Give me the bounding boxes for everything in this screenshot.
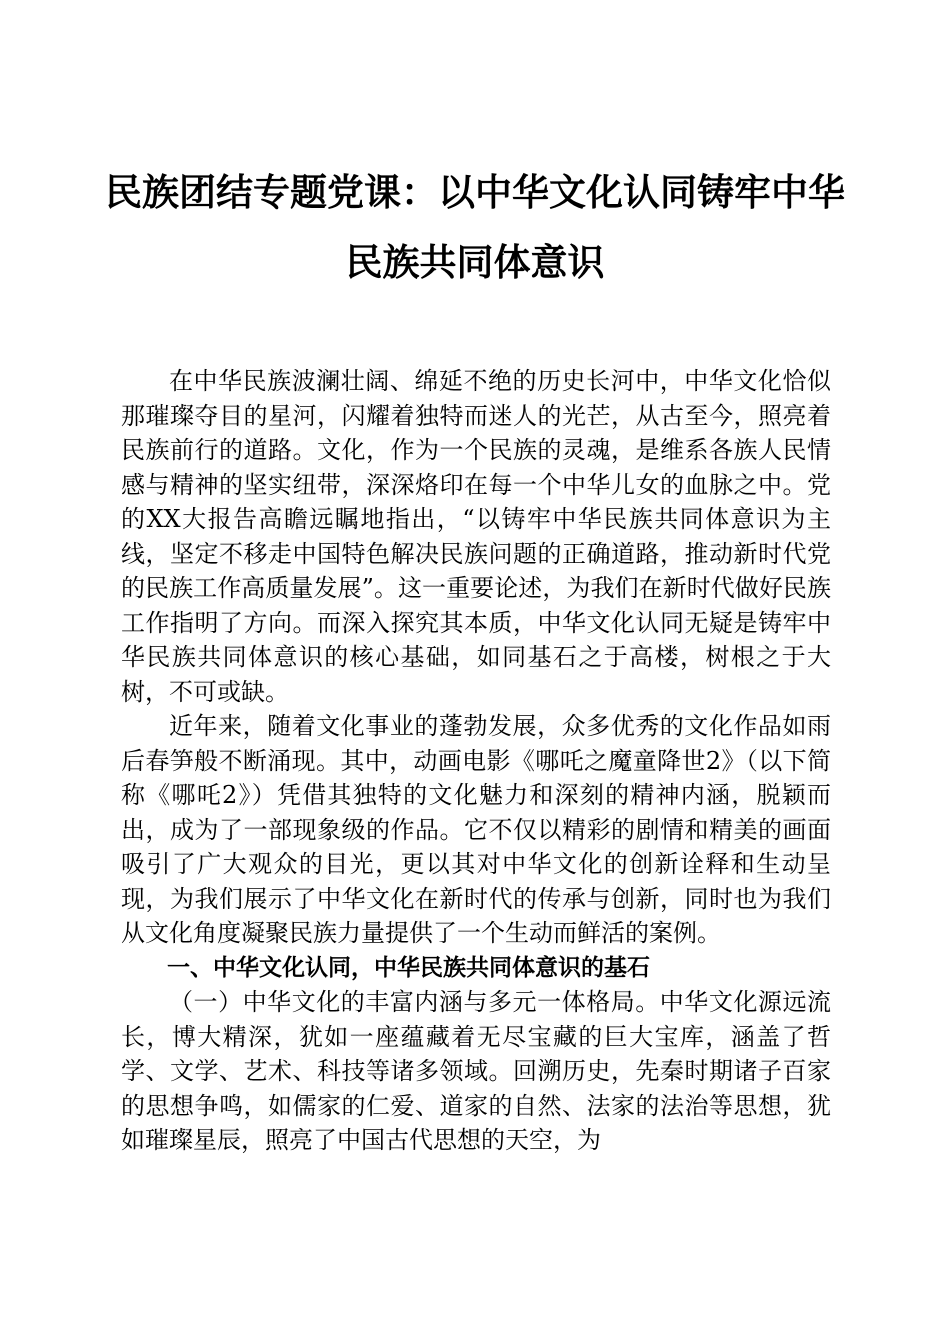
section-heading: 一、中华文化认同，中华民族共同体意识的基石 [167,954,650,981]
document-title-line-2: 民族共同体意识 [345,240,605,284]
subsection-paragraph: （一）中华文化的丰富内涵与多元一体格局。中华文化源远流长，博大精深，犹如一座蕴藏着无尽宝藏的巨大宝库，涵盖了哲学、文学、艺术、科技等诸多领域。回溯历史，先秦时期诸子百家的思想争鸣，如儒家的仁爱、道家的自然、法家的法治等思想，犹如璀璨星辰，照亮了中国古代思想的天空，为 [121,988,831,1154]
intro-paragraph: 在中华民族波澜壮阔、绵延不绝的历史长河中，中华文化恰似那璀璨夺目的星河，闪耀着独特而迷人的光芒，从古至今，照亮着民族前行的道路。文化，作为一个民族的灵魂，是维系各族人民情感与精神的坚实纽带，深深烙印在每一个中华儿女的血脉之中。党的XX大报告高瞻远瞩地指出，“以铸牢中华民族共同体意识为主线，坚定不移走中国特色解决民族问题的正确道路，推动新时代党的民族工作高质量发展”。这一重要论述，为我们在新时代做好民族工作指明了方向。而深入探究其本质，中华文化认同无疑是铸牢中华民族共同体意识的核心基础，如同基石之于高楼，树根之于大树，不可或缺。 [121,367,831,706]
nezha-paragraph: 近年来，随着文化事业的蓬勃发展，众多优秀的文化作品如雨后春笋般不断涌现。其中，动画电影《哪吒之魔童降世2》（以下简称《哪吒2》）凭借其独特的文化魅力和深刻的精神内涵，脱颖而出，成为了一部现象级的作品。它不仅以精彩的剧情和精美的画面吸引了广大观众的目光，更以其对中华文化的创新诠释和生动呈现，为我们展示了中华文化在新时代的传承与创新，同时也为我们从文化角度凝聚民族力量提供了一个生动而鲜活的案例。 [121,712,831,947]
document-body [121,364,831,1158]
document-title-line-1: 民族团结专题党课：以中华文化认同铸牢中华 [105,170,845,214]
